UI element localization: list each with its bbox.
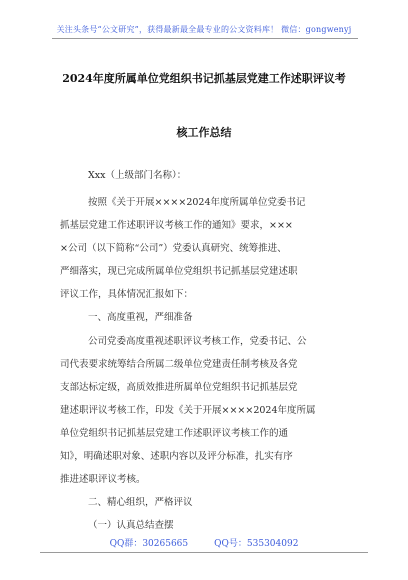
paragraph-line: 司代表要求统筹结合所属二级单位党建责任制考核及各党 bbox=[60, 359, 298, 370]
paragraph-line: 严细落实，现已完成所属单位党组织书记抓基层党建述职 bbox=[60, 266, 298, 277]
header-divider bbox=[52, 38, 358, 39]
subsection-heading: （一）认真总结查摆 bbox=[88, 520, 174, 531]
paragraph-line: 抓基层党建工作述职评议考核工作的通知》要求，××× bbox=[60, 220, 293, 231]
paragraph-line: 评议工作，具体情况汇报如下： bbox=[60, 289, 194, 300]
paragraph-line: 按照《关于开展××××2024年度所属单位党委书记 bbox=[88, 197, 306, 208]
section-heading: 一、高度重视，严细准备 bbox=[88, 312, 193, 323]
section-heading: 二、精心组织，严格评议 bbox=[88, 497, 193, 508]
paragraph-line: 建述职评议考核工作，印发《关于开展××××2024年度所属 bbox=[60, 405, 316, 416]
paragraph-line: 支部达标定级，高质效推进所属单位党组织书记抓基层党 bbox=[60, 382, 298, 393]
paragraph-line: 知》，明确述职对象、述职内容以及评分标准，扎实有序 bbox=[60, 451, 293, 462]
document-title-line-2: 核工作总结 bbox=[176, 126, 232, 139]
paragraph-line: 推进述职评议考核。 bbox=[60, 474, 146, 485]
qq-number-text: QQ号：535304092 bbox=[214, 539, 299, 549]
paragraph-line: 单位党组织书记抓基层党建工作述职评议考核工作的通 bbox=[60, 428, 289, 439]
footer-divider bbox=[40, 552, 368, 553]
footer-contact bbox=[0, 536, 408, 549]
salutation: Xxx（上级部门名称）： bbox=[88, 170, 187, 181]
paragraph-line: ×公司（以下简称“公司”）党委认真研究、统筹推进、 bbox=[60, 243, 287, 254]
paragraph-line: 公司党委高度重视述职评议考核工作，党委书记、公 bbox=[88, 336, 307, 347]
header-banner: 关注头条号“公文研究”，获得最新最全最专业的公文资料库！ 微信：gongwenyj bbox=[56, 25, 352, 34]
document-title-line-1: 2024年度所属单位党组织书记抓基层党建工作述职评议考 bbox=[62, 72, 346, 85]
qq-group-text: QQ群：30265665 bbox=[109, 539, 189, 549]
